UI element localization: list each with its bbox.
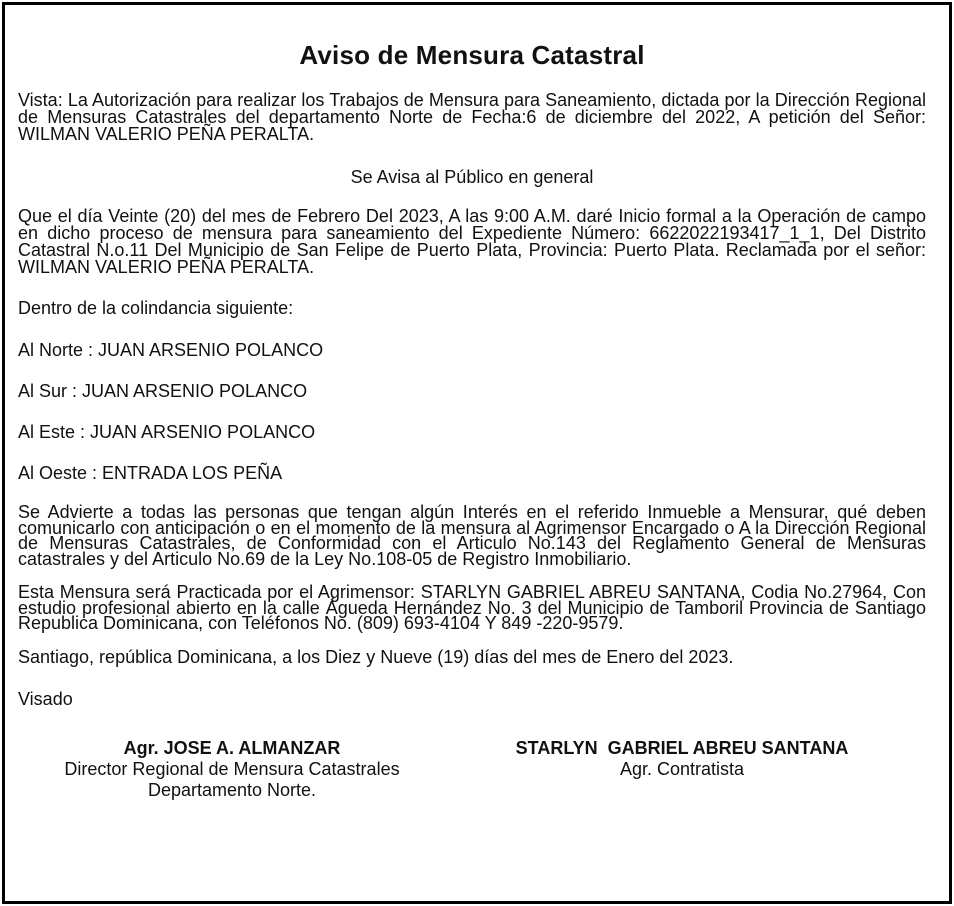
- paragraph-public-notice: Se Avisa al Público en general: [350, 167, 594, 187]
- signature-left-department: Departamento Norte.: [147, 779, 317, 800]
- paragraph-warning: Se Advierte a todas las personas que tengan algún Interés en el referido Inmueble a Mensurar, qué deben comunicarlo con anticipación o en el momento de la mensura al Agrimensor Encargado o A la Dirección Regional de Mensuras Catastrales, de Conformidad con el Articulo No.143 del Reglamento General de Mensuras catastrales y del Articulo No.69 de la Ley No.108-05 de Registro Inmobiliario.: [18, 502, 926, 569]
- signature-right: [482, 738, 882, 801]
- paragraph-surveyor: Esta Mensura será Practicada por el Agrimensor: STARLYN GABRIEL ABREU SANTANA, Codia No.27964, Con estudio profesional abierto en la calle Águeda Hernández No. 3 del Municipio de Tamboril Provincia de Santiago Republica Dominicana, con Teléfonos No. (809) 693-4104 Y 849 -220-9579.: [18, 582, 926, 633]
- notice-content: [18, 40, 926, 801]
- signature-right-name: STARLYN GABRIEL ABREU SANTANA: [515, 737, 849, 758]
- boundary-south: Al Sur : JUAN ARSENIO POLANCO: [18, 381, 308, 401]
- visado-label: Visado: [18, 688, 73, 709]
- paragraph-operation-date: Que el día Veinte (20) del mes de Febrero Del 2023, A las 9:00 A.M. daré Inicio formal a la Operación de campo en dicho proceso de mensura para saneamiento del Expediente Número: 6622022193417_1_1, Del Distrito Catastral N.o.11 Del Municipio de San Felipe de Puerto Plata, Provincia: Puerto Plata. Reclamada por el señor: WILMAN VALERIO PEÑA PERALTA.: [18, 206, 926, 277]
- boundary-north: Al Norte : JUAN ARSENIO POLANCO: [18, 340, 324, 360]
- notice-title: Aviso de Mensura Catastral: [299, 40, 645, 70]
- signature-row: [18, 738, 926, 801]
- boundary-east: Al Este : JUAN ARSENIO POLANCO: [18, 422, 316, 442]
- paragraph-place-date: Santiago, república Dominicana, a los Diez y Nueve (19) días del mes de Enero del 2023.: [18, 646, 734, 667]
- signature-left-name: Agr. JOSE A. ALMANZAR: [123, 737, 341, 758]
- paragraph-boundaries-intro: Dentro de la colindancia siguiente:: [18, 298, 294, 318]
- boundary-west: Al Oeste : ENTRADA LOS PEÑA: [18, 463, 283, 483]
- signature-right-role: Agr. Contratista: [619, 758, 745, 779]
- signature-left-role: Director Regional de Mensura Catastrales: [64, 758, 400, 779]
- signature-left: [18, 738, 446, 801]
- paragraph-vista: Vista: La Autorización para realizar los Trabajos de Mensura para Saneamiento, dictada por la Dirección Regional de Mensuras Catastrales del departamento Norte de Fecha:6 de diciembre del 2022, A petición del Señor: WILMAN VALERIO PEÑA PERALTA.: [18, 90, 926, 144]
